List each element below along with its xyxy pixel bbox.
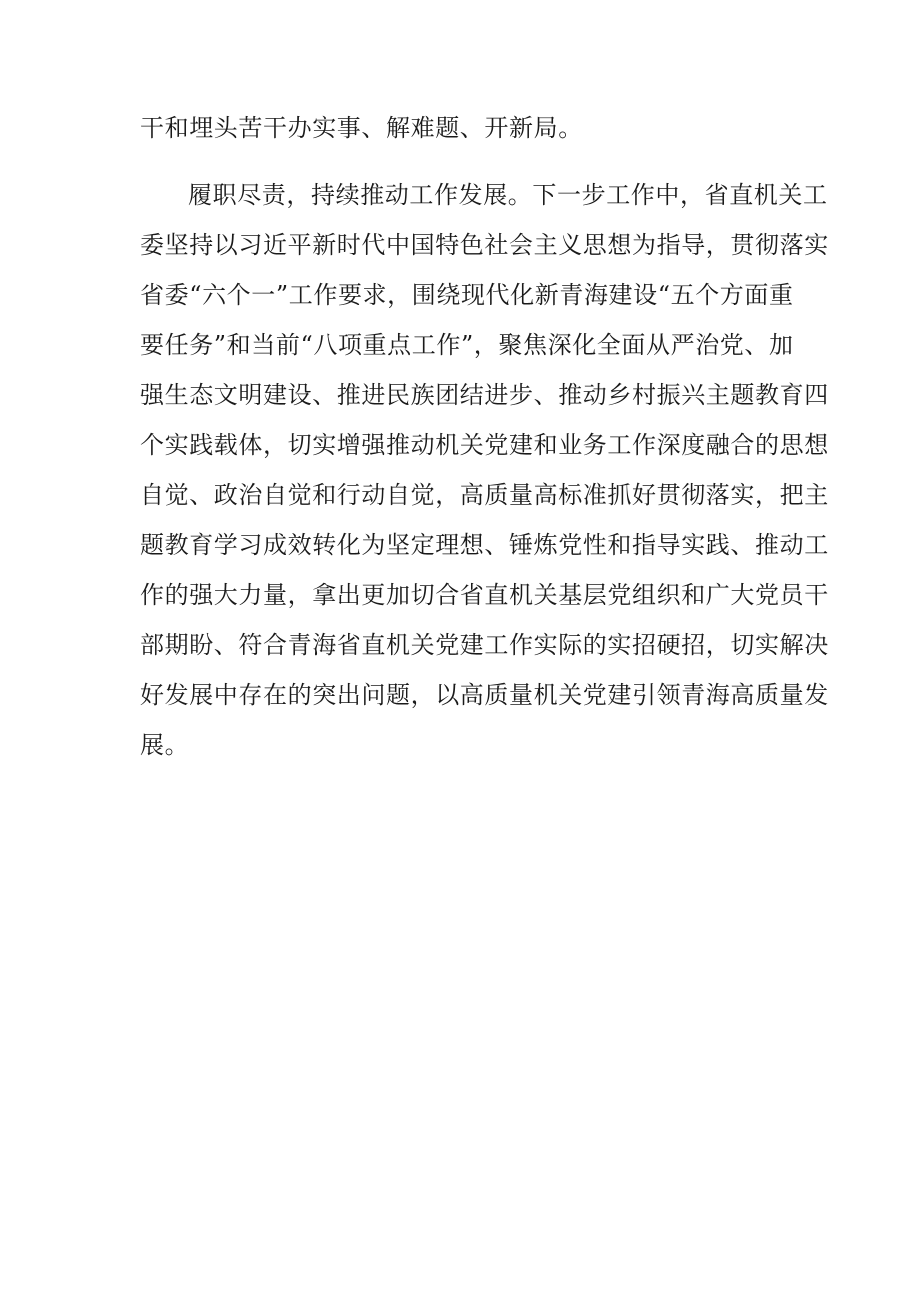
paragraph-2-line: 部期盼、符合青海省直机关党建工作实际的实招硬招，切实解决 bbox=[140, 631, 829, 659]
paragraph-2-line: 委坚持以习近平新时代中国特色社会主义思想为指导，贯彻落实 bbox=[140, 231, 829, 259]
paragraph-2-line: 好发展中存在的突出问题，以高质量机关党建引领青海高质量发 bbox=[140, 681, 829, 709]
paragraph-2-line: 个实践载体，切实增强推动机关党建和业务工作深度融合的思想 bbox=[140, 431, 829, 459]
paragraph-2-line: 履职尽责，持续推动工作发展。下一步工作中，省直机关工 bbox=[188, 181, 828, 209]
paragraph-2-line: 题教育学习成效转化为坚定理想、锤炼党性和指导实践、推动工 bbox=[140, 531, 829, 559]
paragraph-2-line: 作的强大力量，拿出更加切合省直机关基层党组织和广大党员干 bbox=[140, 581, 829, 609]
paragraph-1-line: 干和埋头苦干办实事、解难题、开新局。 bbox=[140, 114, 583, 142]
paragraph-2-line: 强生态文明建设、推进民族团结进步、推动乡村振兴主题教育四 bbox=[140, 381, 829, 409]
paragraph-2-line: 展。 bbox=[140, 731, 190, 759]
paragraph-2-line: 省委“六个一”工作要求，围绕现代化新青海建设“五个方面重 bbox=[140, 281, 794, 309]
paragraph-2-line: 自觉、政治自觉和行动自觉，高质量高标准抓好贯彻落实，把主 bbox=[140, 481, 829, 509]
paragraph-2-line: 要任务”和当前“八项重点工作”，聚焦深化全面从严治党、加 bbox=[140, 331, 794, 359]
